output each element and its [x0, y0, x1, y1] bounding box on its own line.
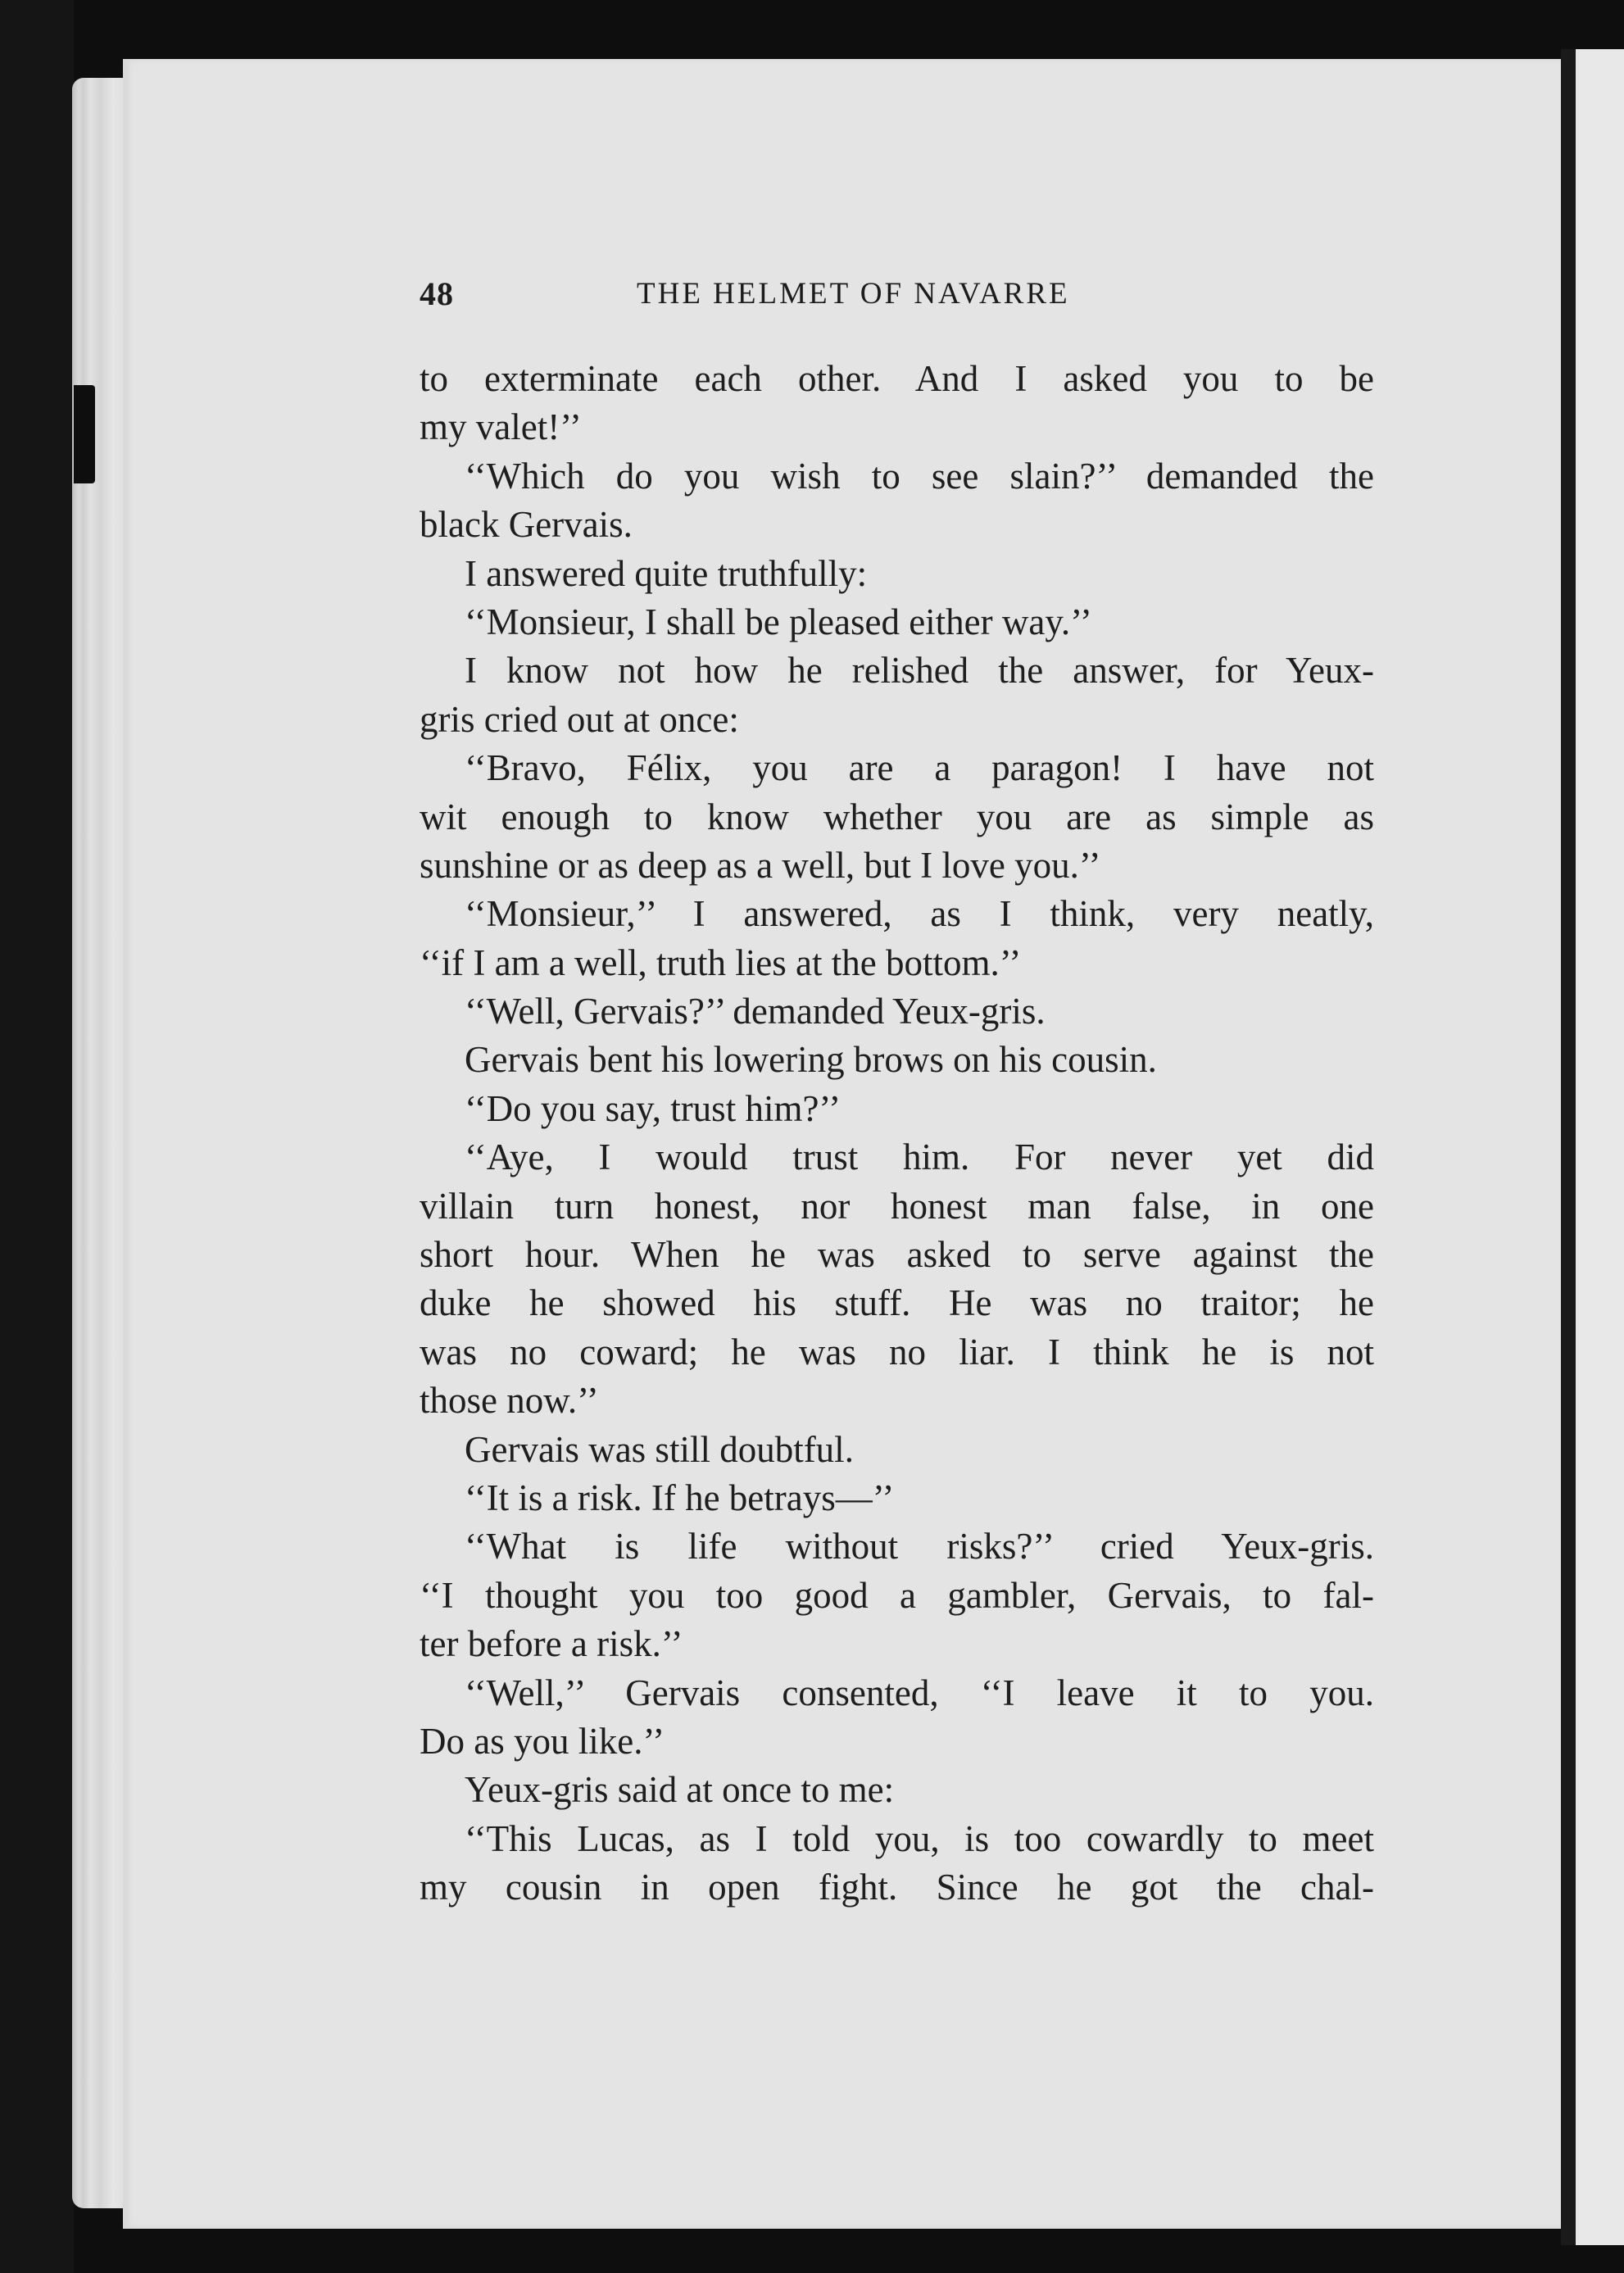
text-line: Gervais bent his lowering brows on his cousin. — [465, 1039, 1157, 1081]
text-line: was no coward; he was no liar. I think he is not — [420, 1331, 1374, 1372]
text-line: ‘‘Bravo, Félix, you are a paragon! I have not — [465, 747, 1374, 789]
running-head: THE HELMET OF NAVARRE — [637, 277, 1070, 311]
text-line: I know not how he relished the answer, for Yeux- — [465, 650, 1374, 692]
book-notch — [74, 385, 95, 483]
text-line: ‘‘Monsieur, I shall be pleased either way.’’ — [465, 601, 1092, 642]
text-line: ‘‘Do you say, trust him?’’ — [465, 1087, 841, 1129]
text-line: black Gervais. — [420, 504, 633, 546]
text-line: my valet!’’ — [420, 406, 582, 448]
text-line: those now.’’ — [420, 1380, 599, 1422]
text-line: ‘‘Aye, I would trust him. For never yet did — [465, 1136, 1374, 1178]
text-line: ‘‘Well, Gervais?’’ demanded Yeux-gris. — [465, 991, 1046, 1032]
text-line: wit enough to know whether you are as simple as — [420, 796, 1374, 837]
text-line: sunshine or as deep as a well, but I love you.’’ — [420, 844, 1101, 886]
text-line: ter before a risk.’’ — [420, 1623, 683, 1665]
text-line: ‘‘It is a risk. If he betrays—’’ — [465, 1477, 895, 1518]
book-gutter-right — [1561, 49, 1576, 2245]
text-line: my cousin in open fight. Since he got the chal- — [420, 1867, 1374, 1908]
body-text — [420, 355, 1374, 1912]
text-line: duke he showed his stuff. He was no traitor; he — [420, 1282, 1374, 1324]
text-line: short hour. When he was asked to serve against the — [420, 1234, 1374, 1276]
text-line: ‘‘This Lucas, as I told you, is too cowardly to meet — [465, 1817, 1374, 1859]
facing-page-edge — [1576, 49, 1624, 2245]
book-edge-left — [0, 0, 74, 2273]
text-line: ‘‘Well,’’ Gervais consented, ‘‘I leave it to you. — [465, 1672, 1374, 1713]
text-line: I answered quite truthfully: — [465, 552, 868, 594]
text-line: villain turn honest, nor honest man false, in one — [420, 1185, 1374, 1227]
text-line: ‘‘Monsieur,’’ I answered, as I think, very neatly, — [465, 893, 1374, 935]
text-line: Yeux-gris said at once to me: — [465, 1769, 895, 1811]
text-line: ‘‘Which do you wish to see slain?’’ demanded the — [465, 455, 1374, 497]
text-line: gris cried out at once: — [420, 698, 739, 740]
text-line: ‘‘I thought you too good a gambler, Gervais, to fal- — [420, 1574, 1374, 1616]
page-header — [420, 274, 1239, 324]
text-line: ‘‘What is life without risks?’’ cried Yeux-gris. — [465, 1526, 1374, 1568]
text-line: Do as you like.’’ — [420, 1720, 665, 1762]
page-number: 48 — [420, 275, 454, 312]
text-line: Gervais was still doubtful. — [465, 1428, 854, 1470]
text-line: ‘‘if I am a well, truth lies at the bottom.’’ — [420, 941, 1022, 983]
text-line: to exterminate each other. And I asked you to be — [420, 358, 1374, 399]
